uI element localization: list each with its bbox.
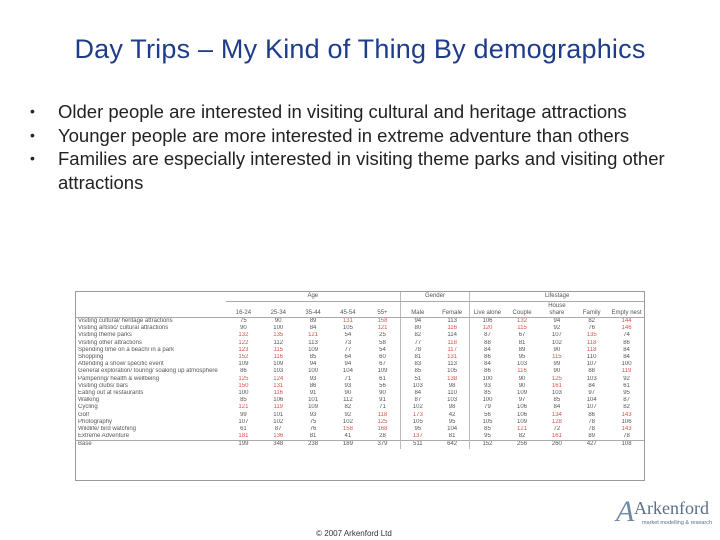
table-row — [76, 325, 644, 332]
group-gender: Gender — [400, 292, 470, 302]
table-cell: 84 — [553, 404, 561, 411]
table-cell: 85 — [470, 426, 505, 433]
company-logo — [612, 496, 712, 532]
table-cell: 84 — [400, 390, 435, 397]
table-cell: 75 — [309, 418, 317, 425]
table-cell: 94 — [309, 361, 317, 368]
table-cell: 173 — [400, 412, 435, 419]
bullet-icon: • — [30, 126, 35, 143]
table-cell: 102 — [273, 418, 284, 425]
column-header: 35-44 — [296, 302, 331, 318]
table-cell: 112 — [273, 339, 284, 346]
row-label: Shopping — [78, 354, 104, 361]
table-cell: 168 — [377, 426, 388, 433]
table-cell: 105 — [342, 325, 353, 332]
table-cell: 28 — [379, 433, 386, 440]
table-cell: 144 — [621, 318, 632, 324]
table-row — [76, 433, 644, 441]
table-cell: 86 — [588, 411, 596, 418]
table-cell: 97 — [518, 397, 526, 404]
table-cell: 128 — [551, 418, 562, 425]
table-cell: 89 — [518, 346, 526, 353]
table-cell: 143 — [621, 411, 632, 418]
table-cell: 61 — [623, 382, 630, 389]
table-cell: 87 — [623, 397, 630, 404]
table-cell: 110 — [447, 390, 457, 397]
table-cell: 67 — [379, 361, 386, 368]
table-cell: 64 — [344, 354, 352, 361]
table-cell: 67 — [518, 332, 526, 339]
table-cell: 73 — [344, 339, 352, 346]
column-header: Empty nest — [609, 302, 644, 318]
table-cell: 106 — [470, 318, 505, 326]
table-cell: 95 — [518, 354, 526, 361]
table-cell: 238 — [296, 441, 331, 449]
table-cell: 103 — [273, 368, 284, 375]
table-cell: 90 — [274, 318, 282, 324]
table-cell: 103 — [447, 397, 458, 404]
table-cell: 106 — [517, 411, 528, 418]
table-cell: 125 — [238, 375, 249, 382]
table-cell: 88 — [588, 368, 596, 375]
table-row — [76, 412, 644, 419]
table-cell: 103 — [400, 383, 435, 390]
table-row — [76, 354, 644, 361]
table-cell: 93 — [470, 383, 505, 390]
logo-wordmark: Arkenford — [634, 498, 709, 518]
copyright-notice: © 2007 Arkenford Ltd — [316, 529, 392, 538]
table-cell: 87 — [400, 397, 435, 404]
table-cell: 85 — [240, 397, 247, 404]
table-cell: 117 — [447, 346, 457, 353]
table-cell: 161 — [551, 382, 562, 389]
table-cell: 105 — [400, 419, 435, 426]
table-cell: 123 — [238, 346, 249, 353]
row-label: Attending a show/ specific event — [78, 361, 164, 368]
table-cell: 161 — [551, 433, 562, 440]
table-cell: 109 — [308, 404, 319, 411]
row-label: Visiting artistic/ cultural attractions — [78, 325, 169, 332]
column-header: House share — [539, 302, 574, 318]
table-cell: 125 — [377, 418, 388, 425]
row-label: Photography — [78, 418, 113, 425]
table-cell: 76 — [309, 426, 317, 433]
table-body — [76, 318, 644, 449]
table-cell: 103 — [551, 390, 562, 397]
row-label: Eating out at restaurants — [78, 390, 144, 397]
table-cell: 95 — [448, 418, 456, 425]
table-cell: 90 — [518, 382, 526, 389]
table-cell: 94 — [553, 318, 561, 324]
bullet-text: Families are especially interested in visiting theme parks and visiting other attractions — [58, 148, 665, 193]
table-cell: 99 — [553, 361, 561, 368]
table-cell: 136 — [273, 433, 284, 440]
table-cell: 103 — [517, 361, 528, 368]
table-cell: 118 — [377, 411, 388, 418]
column-header-row — [76, 302, 644, 318]
row-label: Wildlife/ bird watching — [78, 426, 137, 433]
slide-title: Day Trips – My Kind of Thing By demographics — [74, 34, 646, 64]
table-cell: 85 — [553, 397, 561, 404]
table-row — [76, 404, 644, 411]
table-cell: 93 — [344, 382, 352, 389]
table-cell: 100 — [470, 397, 505, 404]
table-cell: 88 — [470, 340, 505, 347]
table-cell: 92 — [553, 325, 561, 332]
bullet-list — [28, 100, 708, 194]
table-cell: 41 — [344, 433, 352, 440]
table-cell: 76 — [588, 325, 596, 332]
column-header: Live alone — [470, 302, 505, 318]
table-cell: 132 — [517, 318, 528, 324]
table-cell: 119 — [273, 404, 284, 411]
table-cell: 100 — [308, 368, 319, 375]
table-cell: 135 — [273, 332, 284, 339]
table-cell: 109 — [517, 390, 528, 397]
row-label: Walking — [78, 397, 100, 404]
table-cell: 102 — [551, 339, 562, 346]
table-cell: 102 — [400, 404, 435, 411]
row-label: Golf — [78, 411, 90, 418]
table-cell: 115 — [273, 346, 284, 353]
table-cell: 91 — [379, 397, 386, 404]
table-cell: 54 — [344, 332, 352, 339]
row-label: Cycling — [78, 404, 98, 411]
table-cell: 82 — [344, 404, 352, 411]
table-cell: 60 — [379, 354, 386, 361]
table-cell: 86 — [470, 368, 505, 375]
table-cell: 81 — [448, 433, 456, 440]
table-cell: 90 — [518, 375, 526, 382]
table-cell: 84 — [309, 325, 317, 332]
column-header: Female — [435, 302, 470, 318]
table-cell: 105 — [470, 419, 505, 426]
table-cell: 82 — [588, 318, 596, 324]
table-cell: 100 — [621, 361, 632, 368]
table-cell: 25 — [379, 332, 386, 339]
table-cell: 101 — [308, 397, 319, 404]
table-cell: 86 — [623, 339, 630, 346]
bullet-text: Older people are interested in visiting cultural and heritage attractions — [58, 101, 627, 122]
table-cell: 118 — [586, 339, 597, 346]
table-cell: 79 — [470, 404, 505, 411]
table-cell: 95 — [400, 426, 435, 433]
table-cell: 98 — [448, 382, 456, 389]
table-cell: 71 — [379, 404, 386, 411]
bullet-item — [28, 100, 708, 124]
table-cell: 115 — [517, 325, 527, 332]
table-cell: 77 — [344, 346, 352, 353]
table-cell: 116 — [273, 354, 284, 361]
table-cell: 78 — [588, 418, 596, 425]
table-cell: 137 — [400, 433, 435, 441]
table-cell: 105 — [447, 368, 458, 375]
column-header: 16-24 — [226, 302, 261, 318]
table-row — [76, 390, 644, 397]
table-cell: 260 — [539, 441, 574, 449]
table-cell: 146 — [621, 325, 632, 332]
table-cell: 256 — [505, 441, 540, 449]
row-label: General exploration/ touring/ soaking up atmosphere — [78, 368, 218, 375]
table-cell: 71 — [344, 375, 352, 382]
table-cell: 78 — [588, 426, 596, 433]
table-cell: 134 — [551, 411, 562, 418]
column-header: 25-34 — [261, 302, 296, 318]
table-cell: 93 — [309, 375, 317, 382]
column-header: 45-54 — [330, 302, 365, 318]
table-cell: 135 — [586, 332, 597, 339]
demographics-table — [75, 291, 645, 481]
row-label: Base — [76, 441, 226, 449]
table-cell: 116 — [447, 325, 457, 332]
table-cell: 109 — [238, 361, 249, 368]
table-cell: 98 — [448, 404, 456, 411]
table-cell: 113 — [308, 339, 318, 346]
table-cell: 81 — [400, 354, 435, 361]
table-cell: 118 — [447, 339, 457, 346]
table-cell: 150 — [238, 382, 249, 389]
table-cell: 104 — [447, 426, 458, 433]
logo-tagline: market modelling & research — [642, 520, 713, 526]
table-cell: 511 — [400, 441, 435, 449]
table-cell: 158 — [342, 426, 353, 433]
table-cell: 91 — [309, 390, 317, 397]
table-cell: 82 — [623, 404, 630, 411]
table-cell: 75 — [240, 318, 247, 324]
table-cell: 90 — [240, 325, 247, 332]
table-row — [76, 332, 644, 339]
table-cell: 84 — [588, 382, 596, 389]
table-row — [76, 318, 644, 326]
table-cell: 72 — [553, 426, 561, 433]
table-cell: 87 — [274, 426, 282, 433]
table-row — [76, 376, 644, 383]
table-cell: 81 — [518, 339, 526, 346]
table-cell: 131 — [273, 382, 284, 389]
table-cell: 152 — [470, 441, 505, 449]
row-label: Visiting cultural/ heritage attractions — [78, 318, 173, 324]
data-table — [76, 292, 644, 449]
table-cell: 58 — [379, 339, 386, 346]
table-cell: 77 — [400, 340, 435, 347]
table-cell: 427 — [574, 441, 609, 449]
table-cell: 113 — [447, 361, 457, 368]
table-cell: 101 — [273, 411, 284, 418]
column-header: Male — [400, 302, 435, 318]
table-cell: 109 — [377, 368, 388, 375]
table-cell: 107 — [586, 404, 597, 411]
table-cell: 152 — [238, 354, 249, 361]
bullet-item — [28, 124, 708, 148]
table-cell: 102 — [342, 418, 353, 425]
table-cell: 89 — [588, 433, 596, 440]
table-cell: 121 — [238, 404, 249, 411]
logo-mark: A — [616, 495, 635, 528]
table-cell: 86 — [470, 354, 505, 361]
table-cell: 94 — [344, 361, 352, 368]
row-label: Spending time on a beach/ in a park — [78, 346, 175, 353]
table-cell: 114 — [447, 332, 457, 339]
table-cell: 87 — [470, 332, 505, 339]
bullet-icon: • — [30, 103, 35, 119]
table-cell: 143 — [621, 426, 632, 433]
table-cell: 85 — [400, 368, 435, 375]
table-cell: 118 — [586, 346, 597, 353]
table-cell: 100 — [238, 390, 249, 397]
table-cell: 97 — [588, 390, 596, 397]
bullet-icon: • — [30, 150, 35, 166]
table-row — [76, 340, 644, 347]
table-cell: 78 — [623, 433, 630, 440]
table-cell: 56 — [470, 412, 505, 419]
table-cell: 108 — [609, 441, 644, 449]
table-cell: 121 — [308, 332, 319, 339]
table-cell: 74 — [623, 332, 630, 339]
table-cell: 121 — [517, 426, 528, 433]
row-label: Extreme Adventure — [78, 433, 130, 440]
group-header-row — [76, 292, 644, 302]
table-row — [76, 426, 644, 433]
column-header: Family — [574, 302, 609, 318]
table-cell: 86 — [240, 368, 247, 375]
table-cell: 122 — [238, 339, 249, 346]
table-cell: 100 — [470, 376, 505, 383]
table-cell: 112 — [343, 397, 353, 404]
table-cell: 84 — [623, 354, 630, 361]
table-cell: 92 — [623, 375, 630, 382]
table-cell: 109 — [517, 418, 528, 425]
table-cell: 116 — [517, 368, 527, 375]
table-cell: 642 — [435, 441, 470, 449]
table-cell: 95 — [470, 433, 505, 441]
table-cell: 84 — [470, 347, 505, 354]
table-cell: 84 — [470, 361, 505, 368]
table-row — [76, 383, 644, 390]
table-cell: 181 — [238, 433, 249, 440]
table-cell: 109 — [273, 361, 284, 368]
table-cell: 42 — [448, 411, 456, 418]
table-cell: 110 — [586, 354, 597, 361]
table-cell: 131 — [342, 318, 353, 324]
table-cell: 104 — [586, 397, 597, 404]
table-cell: 119 — [621, 368, 632, 375]
table-cell: 82 — [400, 332, 435, 339]
table-cell: 85 — [309, 354, 317, 361]
table-cell: 103 — [586, 375, 597, 382]
table-cell: 90 — [553, 346, 561, 353]
table-cell: 109 — [308, 346, 319, 353]
table-cell: 100 — [273, 325, 284, 332]
table-row — [76, 361, 644, 368]
table-cell: 84 — [623, 346, 630, 353]
table-cell: 348 — [261, 441, 296, 449]
table-cell: 89 — [309, 318, 317, 324]
table-cell: 121 — [377, 325, 388, 332]
table-cell: 94 — [400, 318, 435, 326]
table-row — [76, 441, 644, 449]
table-cell: 92 — [344, 411, 352, 418]
column-header: Couple — [505, 302, 540, 318]
table-cell: 56 — [379, 382, 386, 389]
table-cell: 107 — [586, 361, 597, 368]
table-cell: 104 — [342, 368, 353, 375]
table-cell: 115 — [552, 354, 562, 361]
table-cell: 83 — [400, 361, 435, 368]
table-cell: 107 — [551, 332, 562, 339]
table-row — [76, 347, 644, 354]
table-cell: 90 — [344, 390, 352, 397]
table-cell: 99 — [240, 411, 247, 418]
table-cell: 82 — [518, 433, 526, 440]
bullet-text: Younger people are more interested in extreme adventure than others — [58, 124, 630, 146]
table-cell: 106 — [621, 418, 632, 425]
table-row — [76, 368, 644, 375]
row-label: Visiting clubs/ bars — [78, 382, 128, 389]
table-cell: 125 — [551, 375, 562, 382]
table-row — [76, 397, 644, 404]
bullet-item — [28, 147, 708, 194]
table-cell: 124 — [273, 375, 284, 382]
table-cell: 189 — [330, 441, 365, 449]
table-cell: 90 — [553, 368, 561, 375]
table-cell: 85 — [470, 390, 505, 397]
table-cell: 113 — [447, 318, 457, 324]
table-row — [76, 419, 644, 426]
table-cell: 138 — [447, 375, 458, 382]
table-cell: 106 — [273, 397, 284, 404]
table-cell: 106 — [517, 404, 528, 411]
table-cell: 199 — [226, 441, 261, 449]
table-cell: 131 — [447, 354, 458, 361]
table-cell: 78 — [400, 347, 435, 354]
table-cell: 116 — [273, 390, 284, 397]
row-label: Pampering/ health & wellbeing — [78, 375, 160, 382]
column-header: 55+ — [365, 302, 400, 318]
table-cell: 95 — [623, 390, 630, 397]
group-lifestage: Lifestage — [470, 292, 644, 302]
table-cell: 93 — [309, 411, 317, 418]
table-cell: 90 — [379, 390, 386, 397]
table-cell: 158 — [377, 318, 388, 324]
table-cell: 54 — [379, 346, 386, 353]
table-cell: 61 — [240, 426, 247, 433]
row-label: Visiting theme parks — [78, 332, 132, 339]
table-cell: 81 — [309, 433, 317, 440]
group-age: Age — [226, 292, 400, 302]
table-cell: 132 — [238, 332, 249, 339]
table-cell: 86 — [309, 382, 317, 389]
table-cell: 120 — [470, 325, 505, 332]
table-cell: 107 — [238, 418, 249, 425]
table-cell: 51 — [400, 376, 435, 383]
table-cell: 379 — [365, 441, 400, 449]
table-cell: 61 — [379, 375, 386, 382]
table-cell: 80 — [400, 325, 435, 332]
row-label: Visiting other attractions — [78, 339, 142, 346]
